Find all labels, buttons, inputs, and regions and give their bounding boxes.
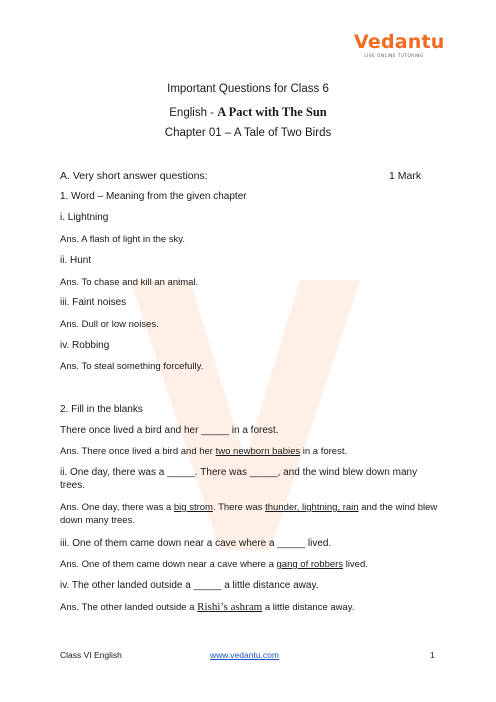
- answer-text: Ans. One day, there was a: [60, 502, 174, 513]
- section-a-heading: A. Very short answer questions:: [60, 170, 208, 182]
- blank-3-answer: [60, 559, 368, 570]
- answer-fill: Rishi’s ashram: [197, 601, 263, 613]
- title-line-2: [0, 105, 496, 120]
- word-2-answer: Ans. To chase and kill an animal.: [60, 277, 199, 288]
- answer-text: . There was: [212, 502, 266, 513]
- answer-text: Ans. One of them came down near a cave where a: [60, 559, 277, 570]
- blank-4-question: iv. The other landed outside a _____ a little distance away.: [60, 580, 319, 591]
- footer-class-label: Class VI English: [60, 650, 122, 660]
- word-3-answer: Ans. Dull or low noises.: [60, 319, 159, 330]
- blank-1-question: There once lived a bird and her _____ in a forest.: [60, 425, 279, 436]
- answer-text: Ans. There once lived a bird and her: [60, 446, 216, 457]
- answer-fill: two newborn babies: [215, 446, 301, 457]
- answer-text: and the wind blew down many trees.: [60, 502, 438, 526]
- footer-page-number: 1: [430, 650, 435, 660]
- word-4: iv. Robbing: [60, 340, 110, 351]
- word-2: ii. Hunt: [60, 255, 92, 266]
- blank-2-question: ii. One day, there was a _____. There was _____, and the wind blew down many trees.: [60, 467, 418, 491]
- section-a-marks: 1 Mark: [389, 170, 422, 182]
- answer-fill: thunder, lightning, rain: [265, 502, 359, 513]
- logo-tagline: LIVE ONLINE TUTORING: [364, 53, 424, 58]
- blank-4-answer: [60, 601, 354, 613]
- question-2-heading: 2. Fill in the blanks: [60, 404, 143, 415]
- blank-2-answer: [60, 501, 438, 527]
- answer-text: in a forest.: [300, 446, 348, 457]
- title-line-3: Chapter 01 – A Tale of Two Birds: [164, 127, 332, 139]
- logo-wordmark: Vedantu: [354, 31, 445, 53]
- answer-fill: big strom: [173, 502, 213, 513]
- title-line-1: Important Questions for Class 6: [167, 83, 329, 95]
- word-4-answer: Ans. To steal something forcefully.: [60, 361, 204, 372]
- vedantu-logo: [354, 31, 445, 62]
- answer-text: lived.: [343, 559, 368, 570]
- answer-text: Ans. The other landed outside a: [60, 602, 198, 613]
- title-subject: English -: [169, 107, 218, 119]
- word-1: i. Lightning: [60, 212, 109, 223]
- word-3: iii. Faint noises: [60, 297, 127, 308]
- title-book: A Pact with The Sun: [217, 105, 327, 119]
- blank-1-answer: [60, 446, 347, 457]
- answer-fill: gang of robbers: [276, 559, 344, 570]
- answer-text: a little distance away.: [262, 602, 355, 613]
- question-1-heading: 1. Word – Meaning from the given chapter: [60, 191, 247, 202]
- blank-3-question: iii. One of them came down near a cave where a _____ lived.: [60, 538, 332, 549]
- footer-website-link[interactable]: www.vedantu.com: [210, 650, 279, 660]
- word-1-answer: Ans. A flash of light in the sky.: [60, 234, 185, 245]
